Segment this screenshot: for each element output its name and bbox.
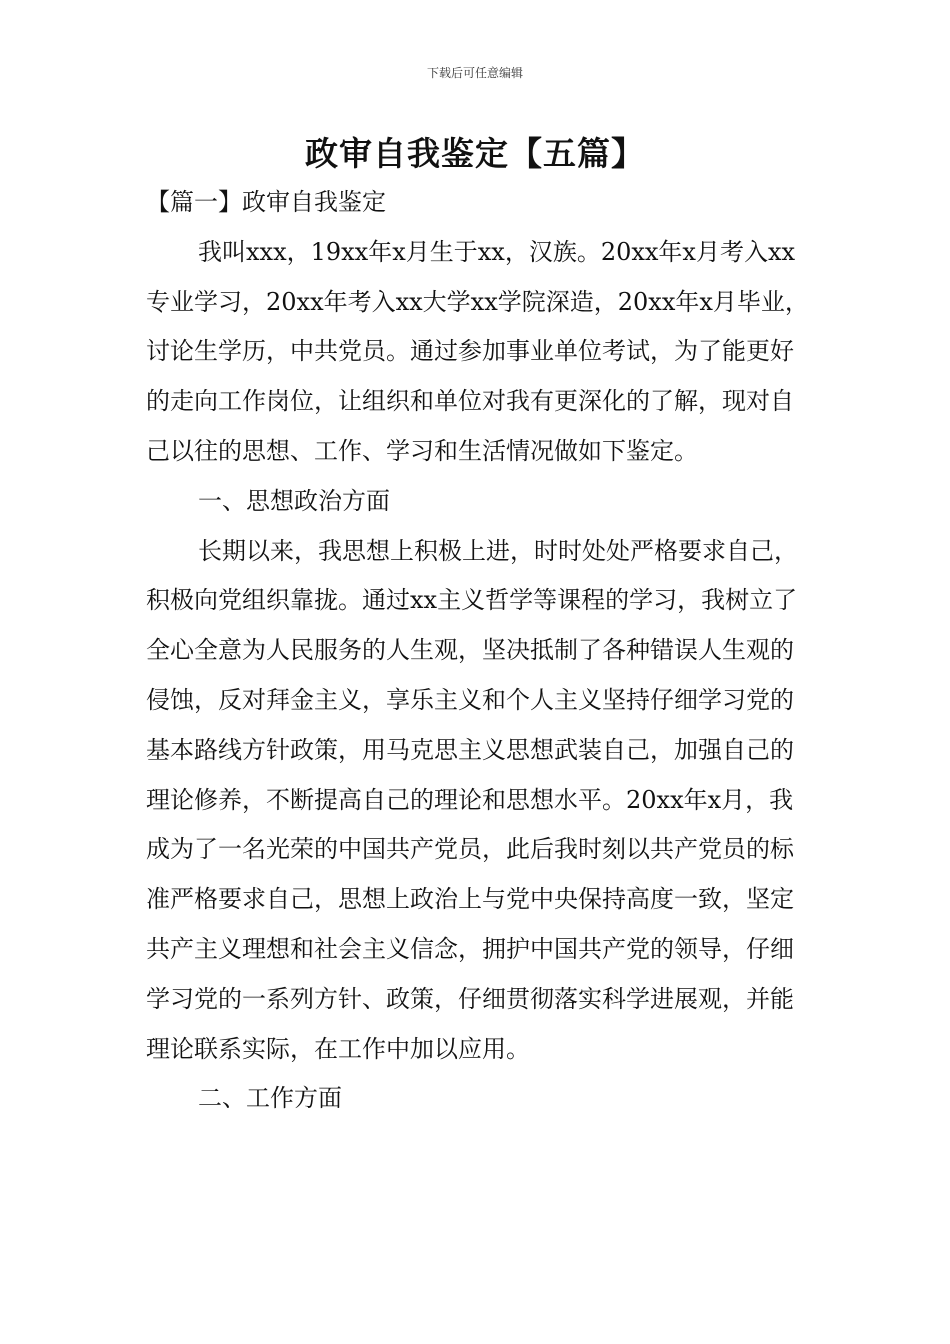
section1-paragraph: 长期以来，我思想上积极上进，时时处处严格要求自己，积极向党组织靠拢。通过xx主义哲学等课程的学习，我树立了全心全意为人民服务的人生观，坚决抵制了各种错误人生观的侵蚀，反对拜金主义，享乐主义和个人主义坚持仔细学习党的基本路线方针政策，用马克思主义思想武装自己，加强自己的理论修养，不断提高自己的理论和思想水平。20xx年x月，我成为了一名光荣的中国共产党员，此后我时刻以共产党员的标准严格要求自己，思想上政治上与党中央保持高度一致，坚定共产主义理想和社会主义信念，拥护中国共产党的领导，仔细学习党的一系列方针、政策，仔细贯彻落实科学进展观，并能理论联系实际，在工作中加以应用。 xyxy=(146,536,798,1063)
part-heading: 【篇一】政审自我鉴定 xyxy=(146,188,386,216)
section1-heading: 一、思想政治方面 xyxy=(198,486,390,515)
document-title: 政审自我鉴定【五篇】 xyxy=(305,134,645,173)
header-note: 下载后可任意编辑 xyxy=(426,66,523,80)
document-body xyxy=(146,178,811,1124)
section2-heading: 二、工作方面 xyxy=(198,1084,342,1113)
intro-paragraph: 我叫xxx，19xx年x月生于xx，汉族。20xx年x月考入xx专业学习，20xx年考入xx大学xx学院深造，20xx年x月毕业，讨论生学历，中共党员。通过参加事业单位考试，为了能更好的走向工作岗位，让组织和单位对我有更深化的了解，现对自己以往的思想、工作、学习和生活情况做如下鉴定。 xyxy=(146,237,809,465)
